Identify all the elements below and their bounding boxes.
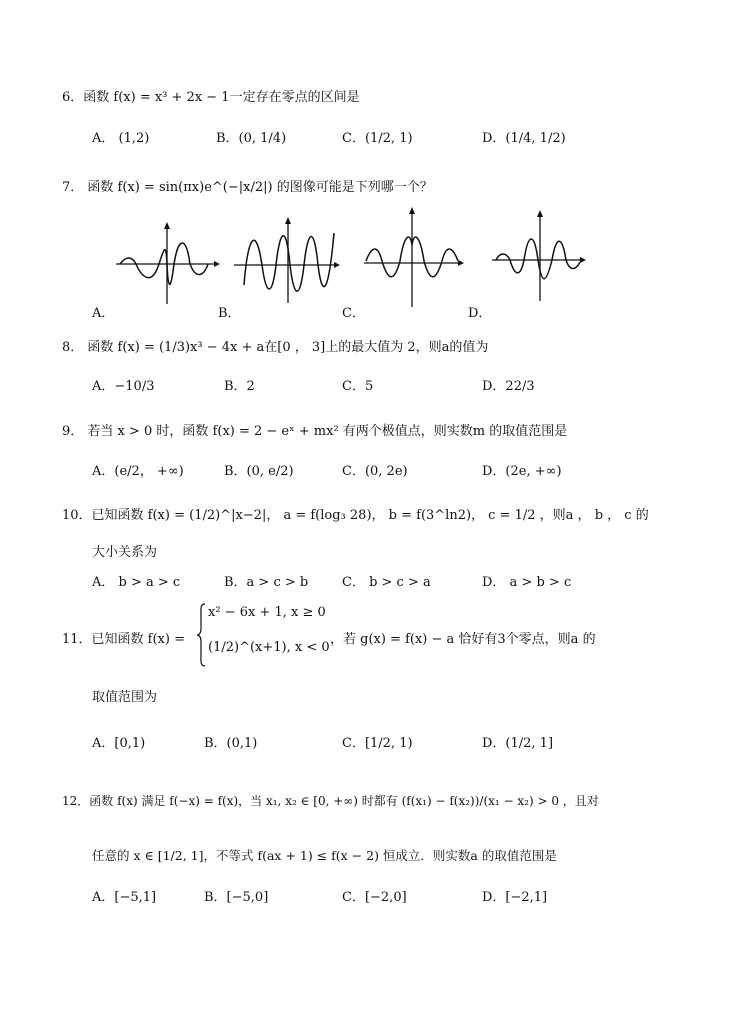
- q7-option-c: C．: [342, 306, 365, 321]
- graph-a: [112, 220, 222, 305]
- q9-option-c: C．(0, 2e): [342, 464, 408, 479]
- q6-option-a: A． (1,2): [92, 131, 150, 146]
- q11-option-b: B．(0,1): [204, 736, 258, 751]
- q8-option-d: D．22/3: [482, 379, 535, 394]
- question-8-stem: 8． 函数 f(x) = (1/3)x³ − 4x + a在[0 ， 3]上的最大值为 2，则a的值为: [62, 340, 489, 355]
- q7-option-b: B．: [218, 306, 241, 321]
- q6-option-d: D．(1/4, 1/2): [482, 131, 566, 146]
- question-6-stem: 6．函数 f(x) = x³ + 2x − 1一定存在零点的区间是: [62, 90, 360, 105]
- q9-option-a: A．(e/2， +∞): [92, 464, 184, 479]
- q12-option-d: D．[−2,1]: [482, 890, 548, 905]
- q11-option-c: C．[1/2, 1): [342, 736, 413, 751]
- graph-d: [488, 208, 593, 303]
- q11-option-d: D．(1/2, 1]: [482, 736, 554, 751]
- question-12-stem-continued: 任意的 x ∈ [1/2, 1]，不等式 f(ax + 1) ≤ f(x − 2) 恒成立．则实数a 的取值范围是: [92, 848, 557, 863]
- q8-option-c: C．5: [342, 379, 374, 394]
- question-10-stem: 10．已知函数 f(x) = (1/2)^|x−2|， a = f(log₃ 28)， b = f(3^ln2)， c = 1/2 ，则a ， b ， c 的: [62, 508, 649, 523]
- q6-option-b: B．(0, 1/4): [216, 131, 287, 146]
- q11-option-a: A．[0,1): [92, 736, 146, 751]
- piecewise-brace: [196, 603, 206, 667]
- piecewise-case-1: x² − 6x + 1, x ≥ 0: [208, 605, 326, 620]
- piecewise-case-2: (1/2)^(x+1), x < 0: [208, 640, 330, 655]
- question-11-stem-pre: 11．已知函数 f(x) =: [62, 632, 185, 647]
- question-7-stem: 7． 函数 f(x) = sin(πx)e^(−|x/2|) 的图像可能是下列哪一个？: [62, 180, 433, 195]
- q6-option-c: C．(1/2, 1): [342, 131, 413, 146]
- q10-option-c: C． b > c > a: [342, 575, 431, 590]
- q10-option-b: B．a > c > b: [224, 575, 309, 590]
- q9-option-b: B．(0, e/2): [224, 464, 294, 479]
- q8-option-b: B．2: [224, 379, 255, 394]
- q7-option-d: D．: [468, 306, 492, 321]
- graph-b: [230, 215, 342, 305]
- question-11-stem-continued: 取值范围为: [92, 690, 158, 705]
- question-9-stem: 9． 若当 x > 0 时，函数 f(x) = 2 − eˣ + mx² 有两个极值点，则实数m 的取值范围是: [62, 424, 568, 439]
- q9-option-d: D．(2e, +∞): [482, 464, 562, 479]
- q12-option-a: A．[−5,1]: [92, 890, 157, 905]
- q12-option-b: B．[−5,0]: [204, 890, 269, 905]
- question-11-stem-post: ，若 g(x) = f(x) − a 恰好有3个零点，则a 的: [330, 632, 596, 647]
- q12-option-c: C．[−2,0]: [342, 890, 407, 905]
- q10-option-a: A． b > a > c: [92, 575, 181, 590]
- q8-option-a: A．−10/3: [92, 379, 155, 394]
- q7-option-a: A．: [92, 306, 115, 321]
- question-12-stem: 12．函数 f(x) 满足 f(−x) = f(x)，当 x₁, x₂ ∈ [0, +∞) 时都有 (f(x₁) − f(x₂))/(x₁ − x₂) > 0 ，且对: [62, 794, 599, 808]
- graph-c: [360, 205, 470, 310]
- q10-option-d: D． a > b > c: [482, 575, 572, 590]
- question-10-stem-continued: 大小关系为: [92, 545, 158, 560]
